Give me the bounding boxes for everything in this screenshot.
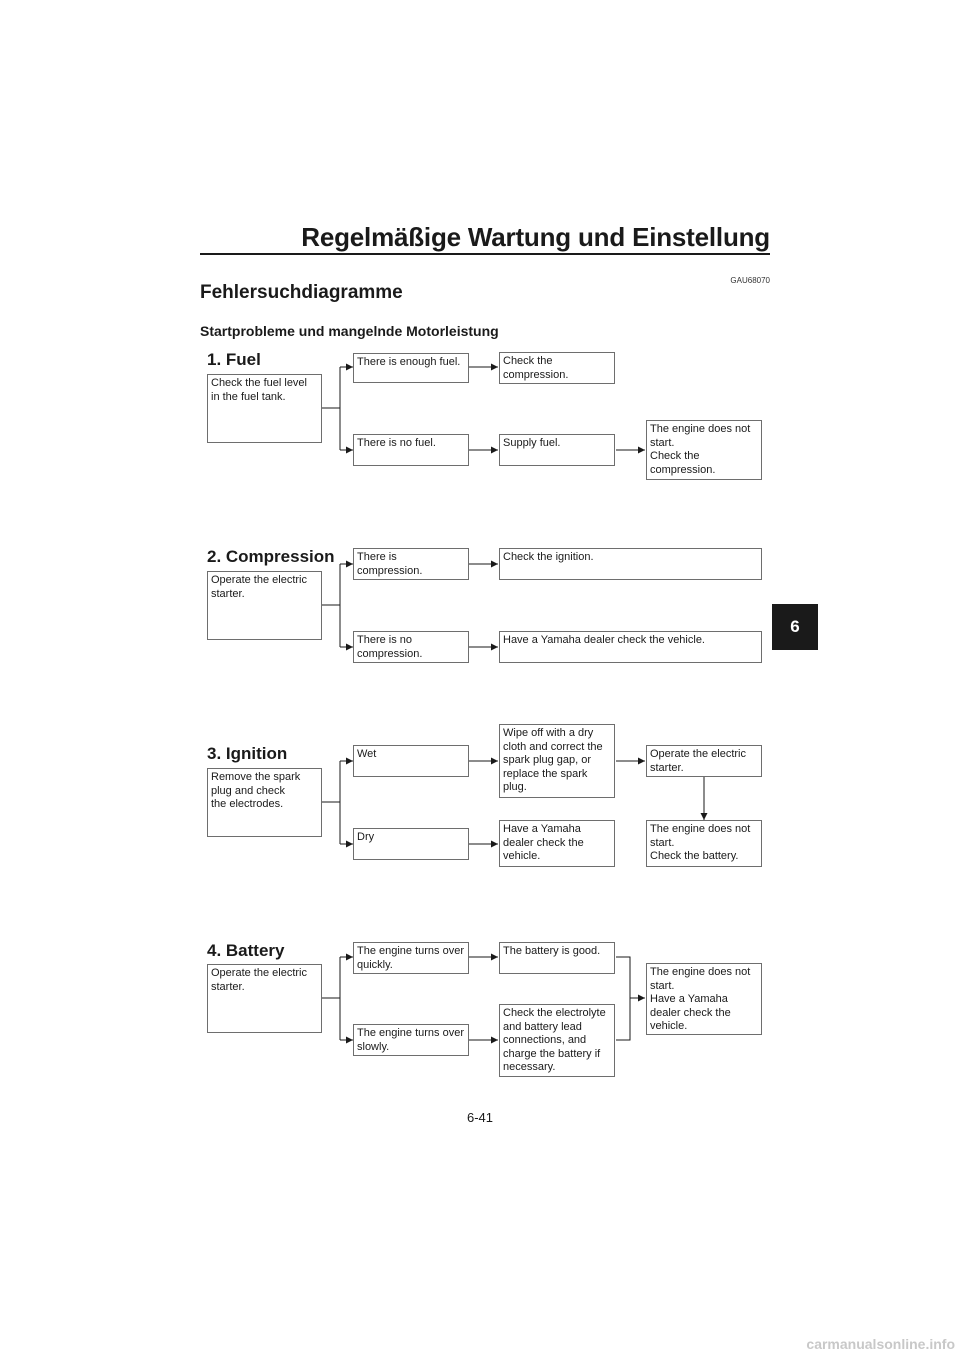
box-battery-operate: Operate the electric starter. [207,964,322,1033]
box-wet: Wet [353,745,469,777]
section-title-compression: 2. Compression [207,547,335,566]
header-title: Regelmäßige Wartung und Einstellung [301,222,770,252]
page-subheading: Startprobleme und mangelnde Motorleistung [200,323,499,339]
box-battery-no-start: The engine does not start. Have a Yamaha dealer check the vehicle. [646,963,762,1035]
box-remove-spark-plug: Remove the spark plug and check the electrodes. [207,768,322,837]
section-title-ignition: 3. Ignition [207,744,288,763]
box-check-electrolyte: Check the electrolyte and battery lead connections, and charge the battery if necessary. [499,1004,615,1077]
box-ignition-operate: Operate the electric starter. [646,745,762,777]
box-ignition-dealer: Have a Yamaha dealer check the vehicle. [499,820,615,867]
box-wipe-off: Wipe off with a dry cloth and correct the spark plug gap, or replace the spark plug. [499,724,615,798]
box-enough-fuel: There is enough fuel. [353,353,469,383]
box-no-compression: There is no compression. [353,631,469,663]
box-fuel-no-start: The engine does not start. Check the compression. [646,420,762,480]
box-no-fuel: There is no fuel. [353,434,469,466]
page-number: 6-41 [466,1110,494,1125]
section-title-fuel: 1. Fuel [207,350,261,369]
box-turns-slowly: The engine turns over slowly. [353,1024,469,1056]
box-check-fuel-level: Check the fuel level in the fuel tank. [207,374,322,443]
box-supply-fuel: Supply fuel. [499,434,615,466]
battery-merge [616,957,630,1040]
page-heading: Fehlersuchdiagramme [200,282,403,303]
box-dry: Dry [353,828,469,860]
box-ignition-no-start: The engine does not start. Check the battery. [646,820,762,867]
box-battery-good: The battery is good. [499,942,615,974]
doc-code: GAU68070 [730,276,770,285]
box-is-compression: There is compression. [353,548,469,580]
footer-watermark: carmanualsonline.info [806,1336,955,1352]
box-check-compression: Check the compression. [499,352,615,384]
box-operate-starter: Operate the electric starter. [207,571,322,640]
box-compression-dealer: Have a Yamaha dealer check the vehicle. [499,631,762,663]
box-check-ignition: Check the ignition. [499,548,762,580]
section-title-battery: 4. Battery [207,941,285,960]
box-turns-quickly: The engine turns over quickly. [353,942,469,974]
chapter-tab[interactable]: 6 [772,604,818,650]
